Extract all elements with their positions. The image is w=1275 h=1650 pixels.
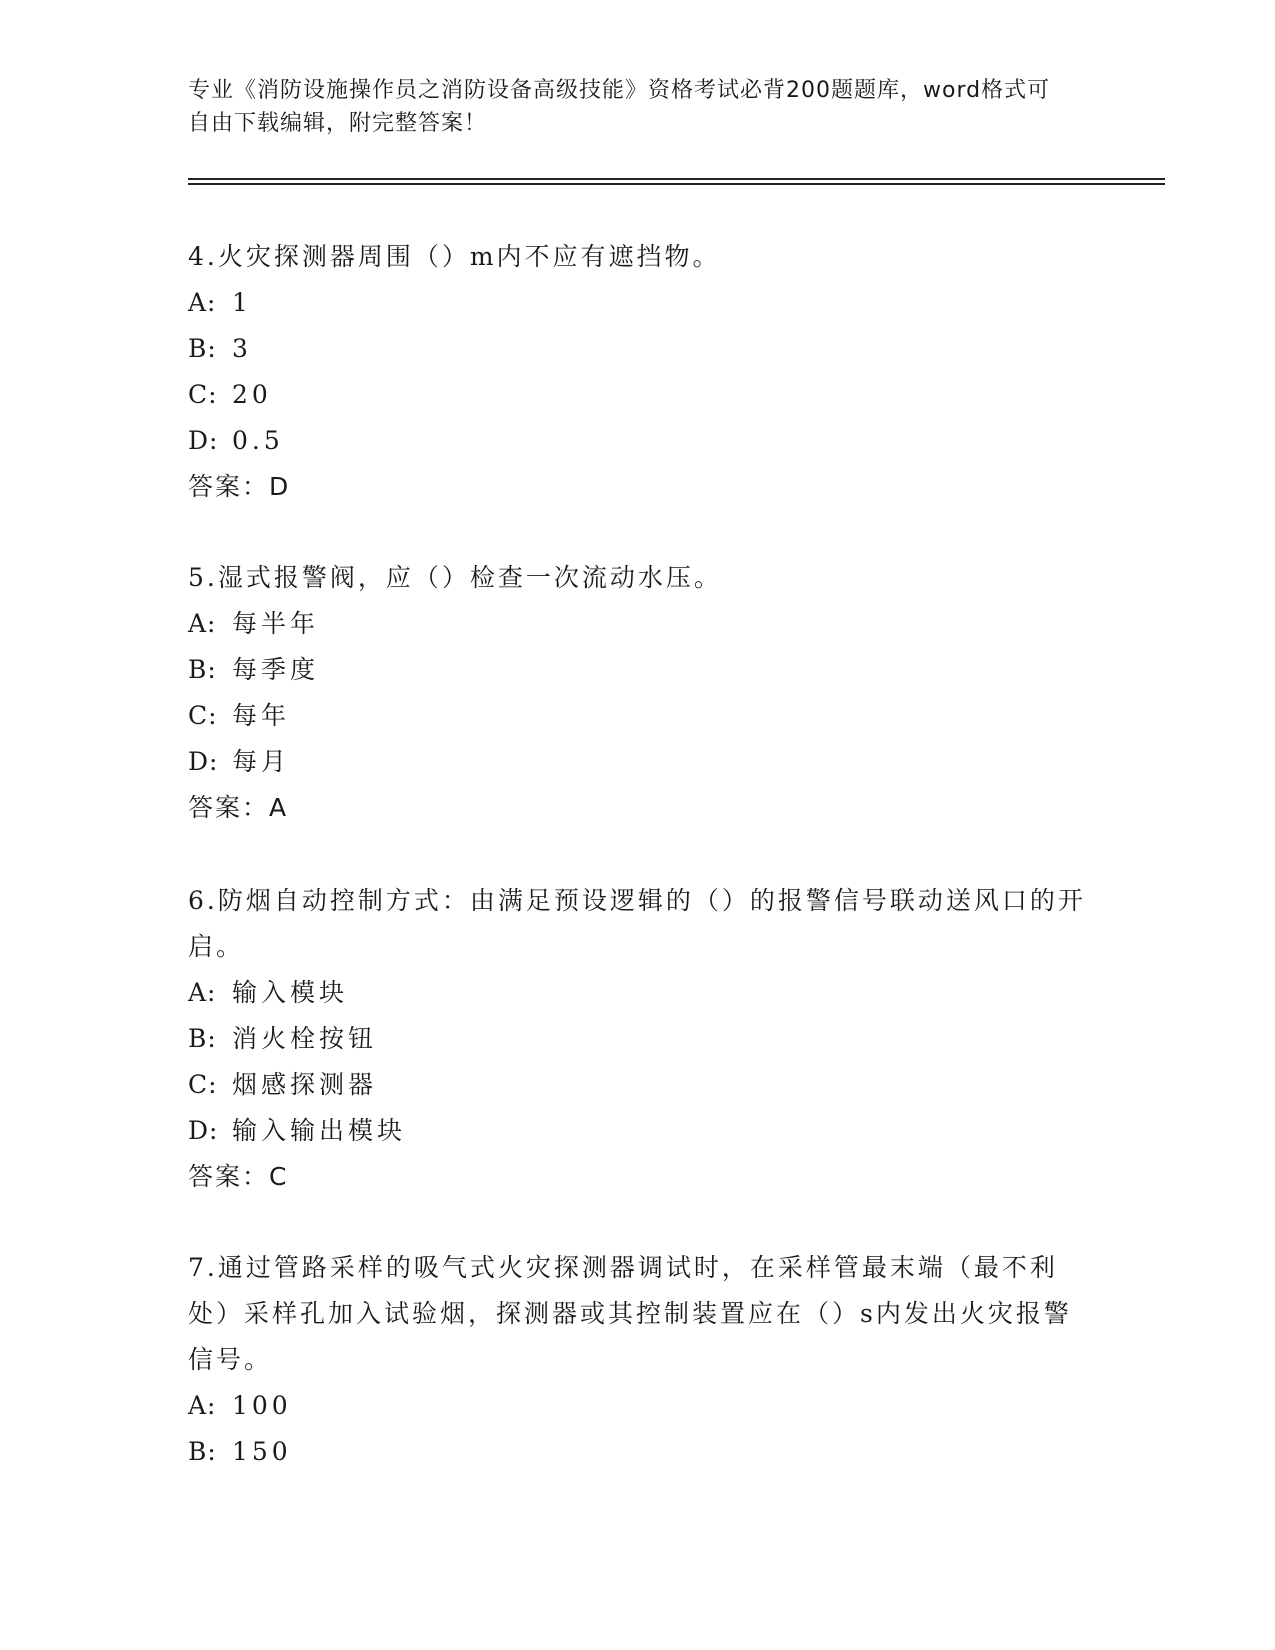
option-a (188, 601, 1088, 647)
question-stem: 7.通过管路采样的吸气式火灾探测器调试时，在采样管最末端（最不利处）采样孔加入试验烟，探测器或其控制装置应在（）s内发出火灾报警信号。 (188, 1253, 1072, 1374)
option-letter: C: (188, 380, 218, 409)
option-c (188, 693, 1088, 739)
option-text: 输入输出模块 (232, 1116, 407, 1145)
option-letter: B: (188, 1437, 217, 1466)
document-header: 专业《消防设施操作员之消防设备高级技能》资格考试必背200题题库，word格式可自由下载编辑，附完整答案！ (188, 78, 1051, 136)
option-d (188, 1108, 1088, 1154)
question-stem: 5.湿式报警阀，应（）检查一次流动水压。 (188, 563, 722, 592)
option-text: 每月 (232, 747, 291, 776)
option-b (188, 326, 1088, 372)
question-4 (188, 234, 1088, 510)
question-6 (188, 878, 1088, 1200)
option-text: 1 (232, 288, 252, 317)
question-7 (188, 1245, 1088, 1475)
option-text: 输入模块 (232, 978, 349, 1007)
question-stem: 6.防烟自动控制方式：由满足预设逻辑的（）的报警信号联动送风口的开启。 (188, 886, 1086, 961)
option-text: 每半年 (232, 609, 320, 638)
question-stem: 4.火灾探测器周围（）m内不应有遮挡物。 (188, 242, 721, 271)
answer-line: 答案：D (188, 472, 291, 501)
option-text: 100 (232, 1391, 292, 1420)
option-a (188, 970, 1088, 1016)
option-a (188, 280, 1088, 326)
option-letter: D: (188, 1116, 219, 1145)
option-letter: B: (188, 1024, 217, 1053)
option-text: 消火栓按钮 (232, 1024, 378, 1053)
question-5 (188, 555, 1088, 831)
option-text: 每年 (232, 701, 291, 730)
header-divider-top (188, 178, 1165, 180)
option-b (188, 647, 1088, 693)
option-a (188, 1383, 1088, 1429)
option-letter: A: (188, 288, 217, 317)
option-c (188, 372, 1088, 418)
option-letter: A: (188, 978, 217, 1007)
option-letter: A: (188, 1391, 217, 1420)
option-text: 0.5 (232, 426, 284, 455)
option-letter: D: (188, 747, 219, 776)
header-divider-bottom (188, 183, 1165, 185)
option-text: 每季度 (232, 655, 320, 684)
option-text: 150 (232, 1437, 292, 1466)
answer-line: 答案：A (188, 793, 289, 822)
option-letter: C: (188, 701, 218, 730)
answer-line: 答案：C (188, 1162, 289, 1191)
option-letter: B: (188, 655, 217, 684)
option-d (188, 739, 1088, 785)
option-text: 3 (232, 334, 252, 363)
option-b (188, 1016, 1088, 1062)
option-c (188, 1062, 1088, 1108)
option-text: 烟感探测器 (232, 1070, 378, 1099)
option-text: 20 (232, 380, 272, 409)
option-letter: D: (188, 426, 219, 455)
option-d (188, 418, 1088, 464)
option-letter: C: (188, 1070, 218, 1099)
option-letter: B: (188, 334, 217, 363)
option-letter: A: (188, 609, 217, 638)
option-b (188, 1429, 1088, 1475)
